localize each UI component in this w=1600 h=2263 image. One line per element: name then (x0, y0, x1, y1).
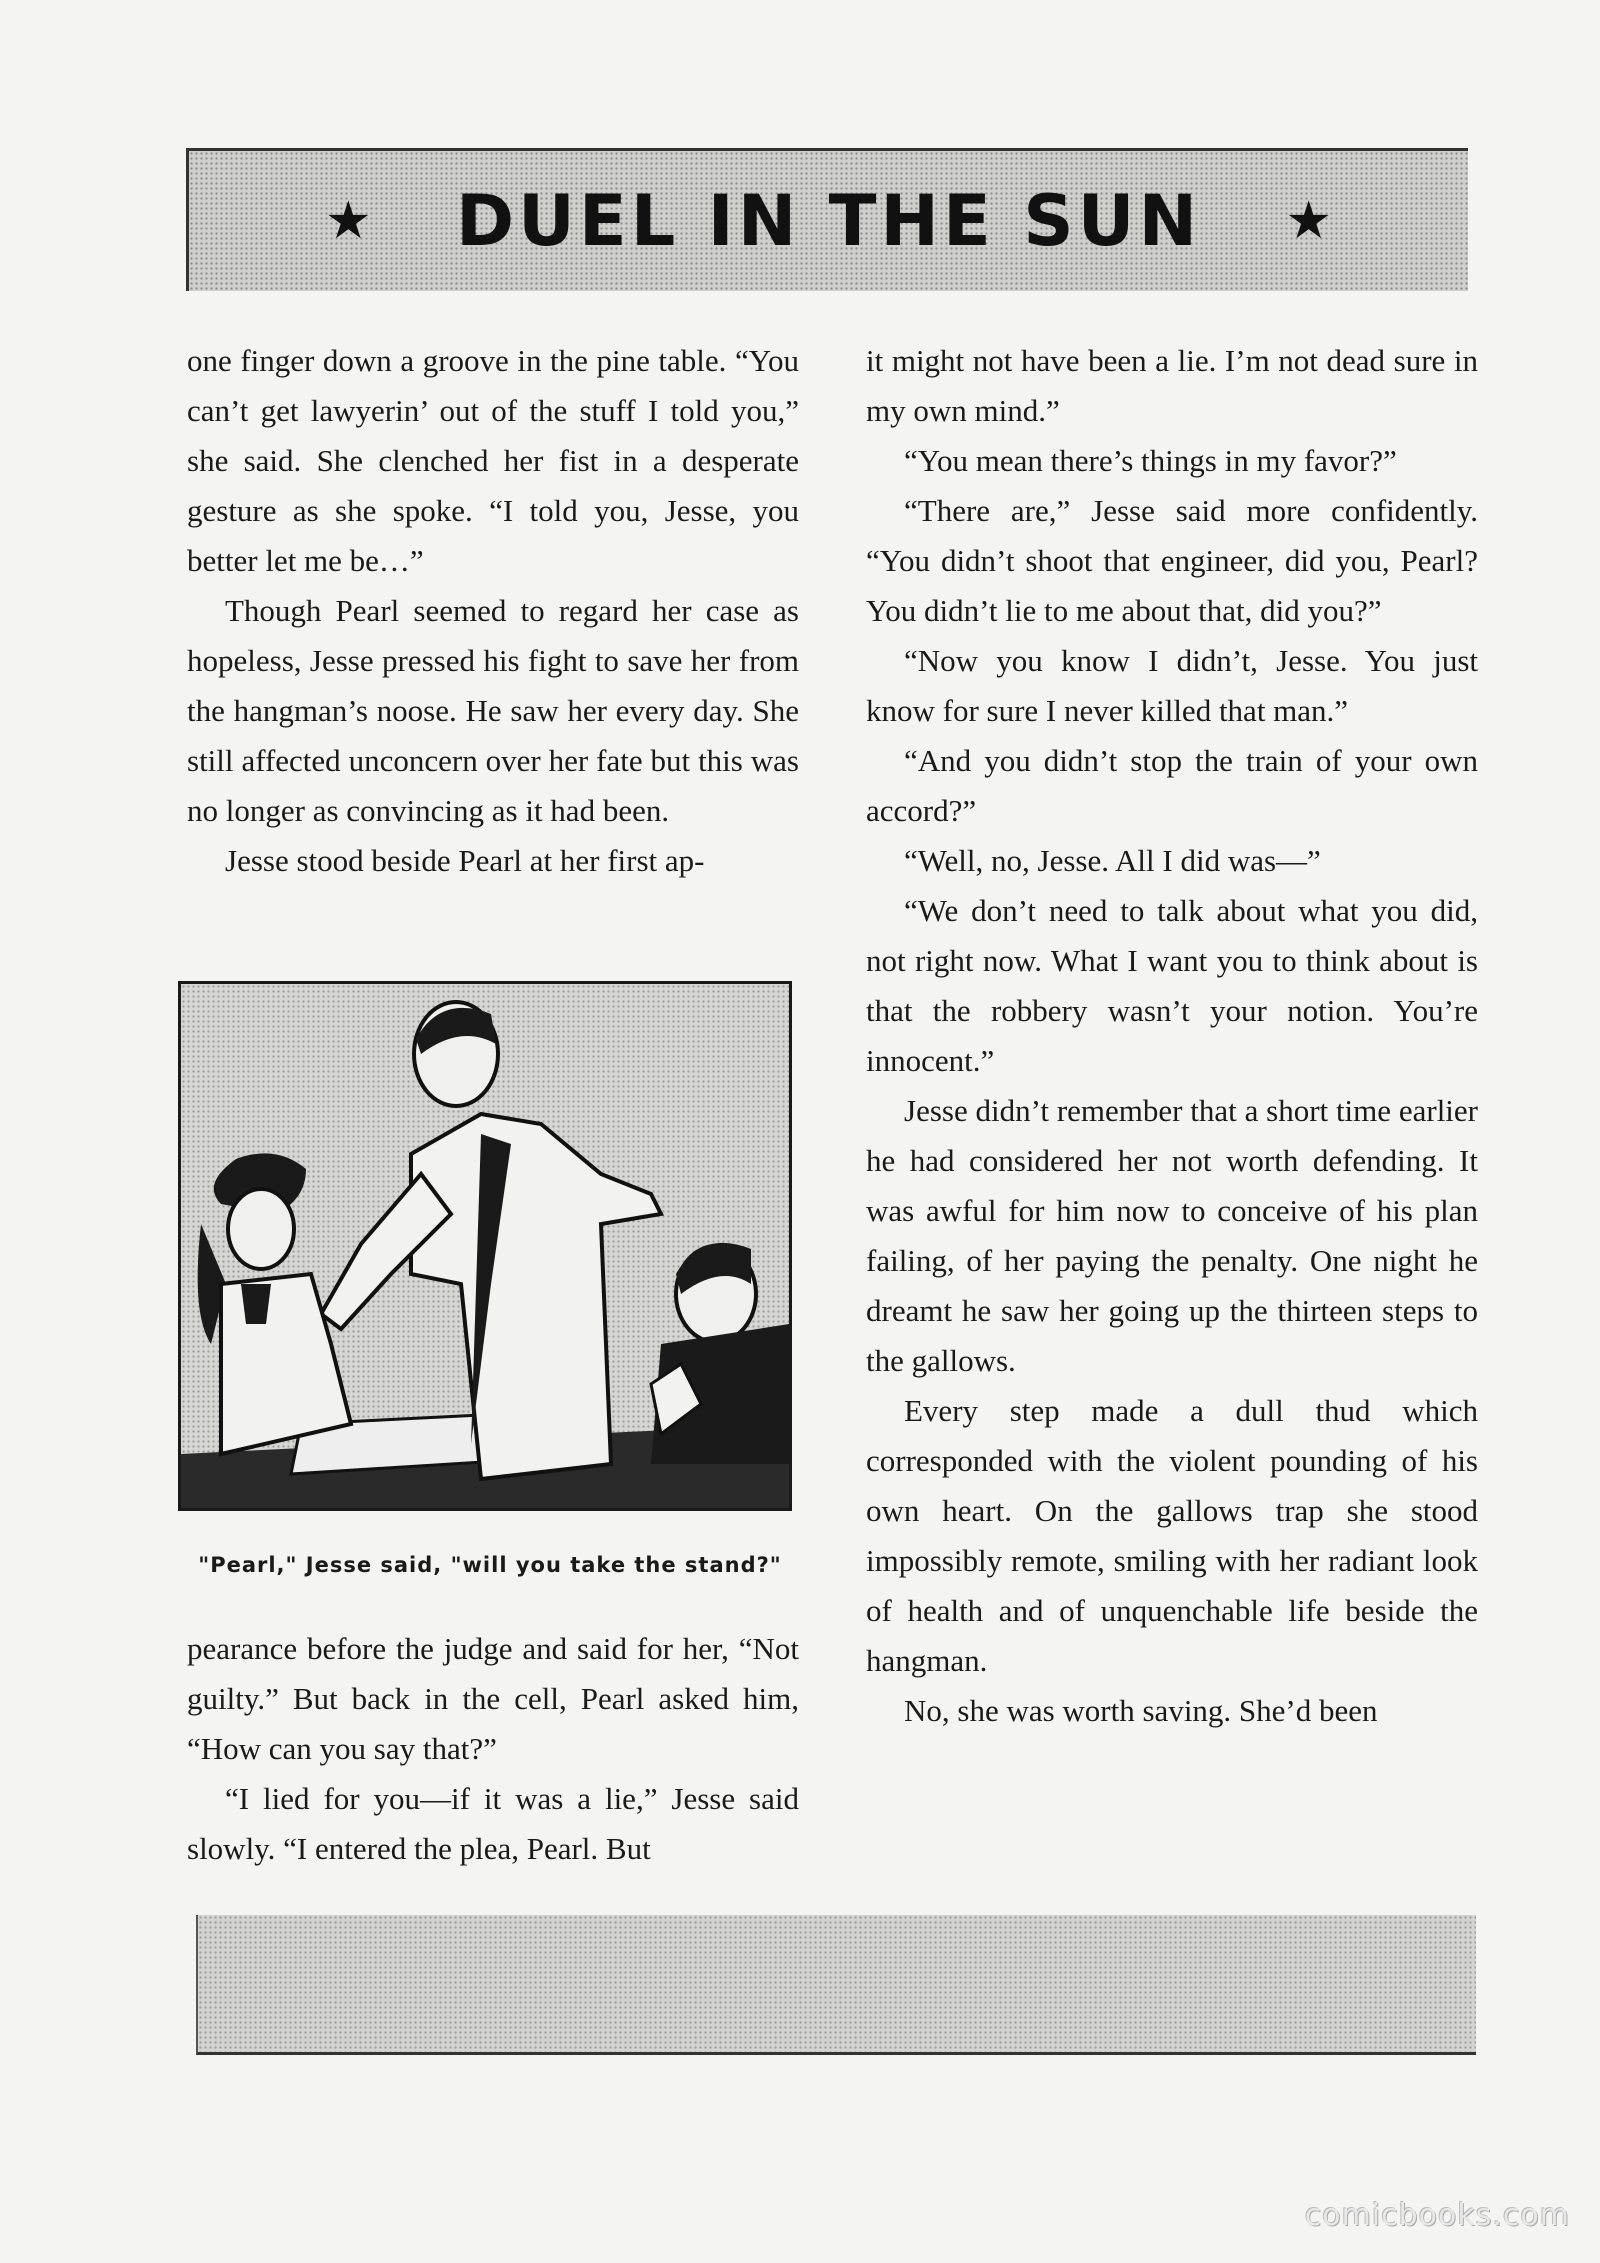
paragraph: Every step made a dull thud which corresponded with the violent pounding of his own heart. On the gallows trap she stood impossibly remote, smiling with her radiant look of health and of unquenchable life beside the hangman. (866, 1393, 1478, 1678)
left-column-bottom (187, 1624, 799, 1874)
paragraph: “And you didn’t stop the train of your own accord?” (866, 743, 1478, 828)
paragraph: one finger down a groove in the pine table. “You can’t get lawyerin’ out of the stuff I told you,” she said. She clenched her fist in a desperate gesture as she spoke. “I told you, Jesse, you better let me be…” (187, 343, 799, 578)
star-icon-left: ★ (325, 191, 372, 251)
paragraph: Jesse didn’t remember that a short time earlier he had considered her not worth defending. It was awful for him now to conceive of his plan failing, of her paying the penalty. One night he dreamt he saw her going up the thirteen steps to the gallows. (866, 1093, 1478, 1378)
watermark: comicbooks.com (1304, 2198, 1570, 2233)
title-banner (186, 148, 1468, 291)
footer-band (196, 1915, 1476, 2055)
illustration (178, 981, 792, 1511)
paragraph: Jesse stood beside Pearl at her first ap- (225, 843, 705, 878)
paragraph: Though Pearl seemed to regard her case as hopeless, Jesse pressed his fight to save her from the hangman’s noose. He saw her every day. She still affected unconcern over her fate but this was no longer as convincing as it had been. (187, 593, 799, 828)
paragraph: “I lied for you—if it was a lie,” Jesse said slowly. “I entered the plea, Pearl. But (187, 1781, 799, 1866)
paragraph: “Now you know I didn’t, Jesse. You just know for sure I never killed that man.” (866, 643, 1478, 728)
paragraph: it might not have been a lie. I’m not dead sure in my own mind.” (866, 343, 1478, 428)
paragraph: “You mean there’s things in my favor?” (904, 443, 1397, 478)
paragraph: No, she was worth saving. She’d been (904, 1693, 1378, 1728)
right-column (866, 336, 1478, 1736)
left-column-top (187, 336, 799, 886)
paragraph: “We don’t need to talk about what you did, not right now. What I want you to think about is that the robbery wasn’t your notion. You’re innocent.” (866, 893, 1478, 1078)
star-icon-right: ★ (1285, 191, 1332, 251)
paragraph: “There are,” Jesse said more confidently. “You didn’t shoot that engineer, did you, Pearl? You didn’t lie to me about that, did you?” (866, 493, 1478, 628)
paragraph: pearance before the judge and said for her, “Not guilty.” But back in the cell, Pearl asked him, “How can you say that?” (187, 1631, 799, 1766)
illustration-drawing (181, 984, 789, 1508)
illustration-caption: "Pearl," Jesse said, "will you take the stand?" (198, 1553, 782, 1577)
paragraph: “Well, no, Jesse. All I did was—” (904, 843, 1321, 878)
page-title: DUEL IN THE SUN (455, 180, 1202, 262)
